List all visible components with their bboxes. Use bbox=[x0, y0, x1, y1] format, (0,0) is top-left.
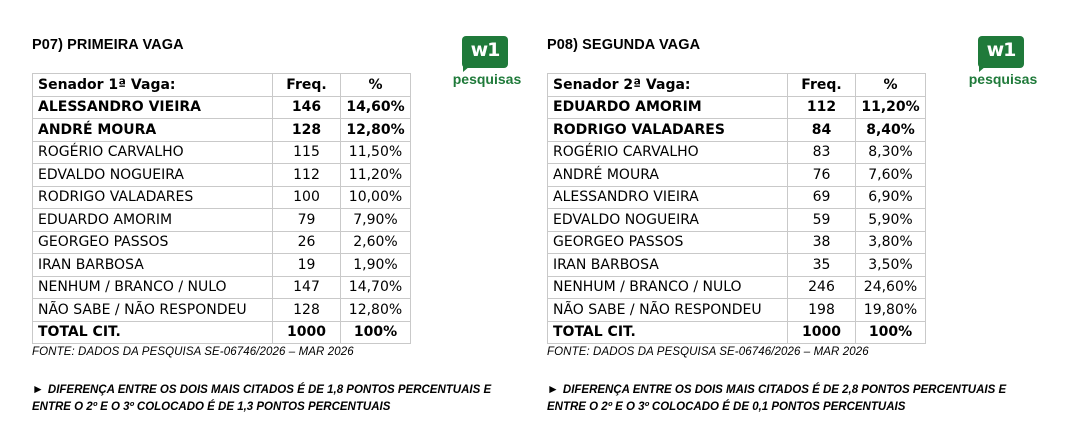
cell-pct: 10,00% bbox=[341, 186, 411, 209]
cell-pct: 14,70% bbox=[341, 276, 411, 299]
panel-title: P07) PRIMEIRA VAGA bbox=[32, 37, 184, 53]
table-row bbox=[33, 209, 411, 232]
cell-pct: 1,90% bbox=[341, 254, 411, 277]
cell-freq: 100 bbox=[273, 186, 341, 209]
table-header-row bbox=[548, 74, 926, 97]
cell-freq: 35 bbox=[788, 254, 856, 277]
table-row bbox=[33, 119, 411, 142]
cell-name: EDVALDO NOGUEIRA bbox=[548, 209, 788, 232]
cell-pct: 8,40% bbox=[856, 119, 926, 142]
cell-freq: 246 bbox=[788, 276, 856, 299]
cell-freq: 1000 bbox=[788, 321, 856, 344]
w1-pesquisas-logo bbox=[452, 36, 522, 92]
cell-pct: 11,20% bbox=[856, 96, 926, 119]
source-text: FONTE: DADOS DA PESQUISA SE-06746/2026 – MAR 2026 bbox=[547, 346, 869, 358]
cell-pct: 3,80% bbox=[856, 231, 926, 254]
cell-name: NENHUM / BRANCO / NULO bbox=[548, 276, 788, 299]
w1-pesquisas-logo bbox=[968, 36, 1038, 92]
panel-title: P08) SEGUNDA VAGA bbox=[547, 37, 701, 53]
cell-name: IRAN BARBOSA bbox=[33, 254, 273, 277]
cell-name: ROGÉRIO CARVALHO bbox=[548, 141, 788, 164]
table-row bbox=[548, 254, 926, 277]
table-row bbox=[33, 96, 411, 119]
cell-name: GEORGEO PASSOS bbox=[33, 231, 273, 254]
table-row bbox=[33, 276, 411, 299]
table-row bbox=[33, 141, 411, 164]
results-table bbox=[32, 73, 411, 344]
cell-pct: 11,50% bbox=[341, 141, 411, 164]
logo-text: pesquisas bbox=[968, 71, 1038, 87]
cell-freq: 79 bbox=[273, 209, 341, 232]
header-name: Senador 1ª Vaga: bbox=[33, 74, 273, 97]
cell-freq: 146 bbox=[273, 96, 341, 119]
arrow-right-icon: ► bbox=[547, 382, 559, 396]
cell-freq: 76 bbox=[788, 164, 856, 187]
cell-freq: 198 bbox=[788, 299, 856, 322]
cell-pct: 2,60% bbox=[341, 231, 411, 254]
cell-freq: 112 bbox=[788, 96, 856, 119]
cell-pct: 100% bbox=[341, 321, 411, 344]
logo-text: pesquisas bbox=[452, 71, 522, 87]
cell-name: ANDRÉ MOURA bbox=[548, 164, 788, 187]
cell-name: TOTAL CIT. bbox=[33, 321, 273, 344]
arrow-right-icon: ► bbox=[32, 382, 44, 396]
panel-segunda-vaga bbox=[515, 0, 1038, 446]
cell-pct: 100% bbox=[856, 321, 926, 344]
table-row bbox=[33, 254, 411, 277]
cell-freq: 26 bbox=[273, 231, 341, 254]
table-total-row bbox=[33, 321, 411, 344]
table-row bbox=[548, 299, 926, 322]
cell-pct: 8,30% bbox=[856, 141, 926, 164]
cell-freq: 147 bbox=[273, 276, 341, 299]
cell-freq: 38 bbox=[788, 231, 856, 254]
cell-pct: 11,20% bbox=[341, 164, 411, 187]
logo-mark: w1 bbox=[986, 39, 1016, 61]
cell-name: EDUARDO AMORIM bbox=[548, 96, 788, 119]
cell-pct: 3,50% bbox=[856, 254, 926, 277]
cell-pct: 5,90% bbox=[856, 209, 926, 232]
cell-name: IRAN BARBOSA bbox=[548, 254, 788, 277]
note-text: DIFERENÇA ENTRE OS DOIS MAIS CITADOS É DE 1,8 PONTOS PERCENTUAIS E ENTRE O 2º E O 3º COLOCADO É DE 1,3 PONTOS PERCENTUAIS bbox=[32, 384, 492, 413]
cell-pct: 6,90% bbox=[856, 186, 926, 209]
table-row bbox=[33, 164, 411, 187]
table-row bbox=[548, 186, 926, 209]
cell-pct: 24,60% bbox=[856, 276, 926, 299]
header-pct: % bbox=[341, 74, 411, 97]
table-row bbox=[548, 96, 926, 119]
cell-name: RODRIGO VALADARES bbox=[548, 119, 788, 142]
cell-name: GEORGEO PASSOS bbox=[548, 231, 788, 254]
logo-bubble-icon bbox=[978, 36, 1024, 68]
cell-freq: 112 bbox=[273, 164, 341, 187]
cell-freq: 19 bbox=[273, 254, 341, 277]
cell-pct: 12,80% bbox=[341, 299, 411, 322]
header-name: Senador 2ª Vaga: bbox=[548, 74, 788, 97]
cell-name: TOTAL CIT. bbox=[548, 321, 788, 344]
header-freq: Freq. bbox=[788, 74, 856, 97]
cell-name: NENHUM / BRANCO / NULO bbox=[33, 276, 273, 299]
cell-name: RODRIGO VALADARES bbox=[33, 186, 273, 209]
table-row bbox=[548, 141, 926, 164]
cell-freq: 115 bbox=[273, 141, 341, 164]
cell-name: ANDRÉ MOURA bbox=[33, 119, 273, 142]
cell-name: NÃO SABE / NÃO RESPONDEU bbox=[33, 299, 273, 322]
cell-freq: 69 bbox=[788, 186, 856, 209]
table-row bbox=[33, 231, 411, 254]
note-text: DIFERENÇA ENTRE OS DOIS MAIS CITADOS É DE 2,8 PONTOS PERCENTUAIS E ENTRE O 2º E O 3º COLOCADO É DE 0,1 PONTOS PERCENTUAIS bbox=[547, 384, 1007, 413]
cell-freq: 1000 bbox=[273, 321, 341, 344]
difference-note bbox=[32, 381, 522, 416]
cell-pct: 19,80% bbox=[856, 299, 926, 322]
cell-name: ALESSANDRO VIEIRA bbox=[33, 96, 273, 119]
cell-freq: 59 bbox=[788, 209, 856, 232]
difference-note bbox=[547, 381, 1037, 416]
panel-primeira-vaga bbox=[0, 0, 520, 446]
table-row bbox=[548, 164, 926, 187]
cell-pct: 7,90% bbox=[341, 209, 411, 232]
cell-freq: 128 bbox=[273, 299, 341, 322]
source-text: FONTE: DADOS DA PESQUISA SE-06746/2026 – MAR 2026 bbox=[32, 346, 354, 358]
table-header-row bbox=[33, 74, 411, 97]
table-row bbox=[33, 186, 411, 209]
cell-freq: 84 bbox=[788, 119, 856, 142]
logo-bubble-icon bbox=[462, 36, 508, 68]
cell-pct: 7,60% bbox=[856, 164, 926, 187]
cell-pct: 12,80% bbox=[341, 119, 411, 142]
cell-name: EDVALDO NOGUEIRA bbox=[33, 164, 273, 187]
table-row bbox=[33, 299, 411, 322]
table-total-row bbox=[548, 321, 926, 344]
cell-name: ALESSANDRO VIEIRA bbox=[548, 186, 788, 209]
cell-name: NÃO SABE / NÃO RESPONDEU bbox=[548, 299, 788, 322]
header-pct: % bbox=[856, 74, 926, 97]
table-row bbox=[548, 209, 926, 232]
cell-pct: 14,60% bbox=[341, 96, 411, 119]
logo-mark: w1 bbox=[470, 39, 500, 61]
results-table bbox=[547, 73, 926, 344]
cell-name: EDUARDO AMORIM bbox=[33, 209, 273, 232]
table-row bbox=[548, 119, 926, 142]
table-row bbox=[548, 276, 926, 299]
cell-freq: 83 bbox=[788, 141, 856, 164]
table-row bbox=[548, 231, 926, 254]
header-freq: Freq. bbox=[273, 74, 341, 97]
cell-name: ROGÉRIO CARVALHO bbox=[33, 141, 273, 164]
cell-freq: 128 bbox=[273, 119, 341, 142]
